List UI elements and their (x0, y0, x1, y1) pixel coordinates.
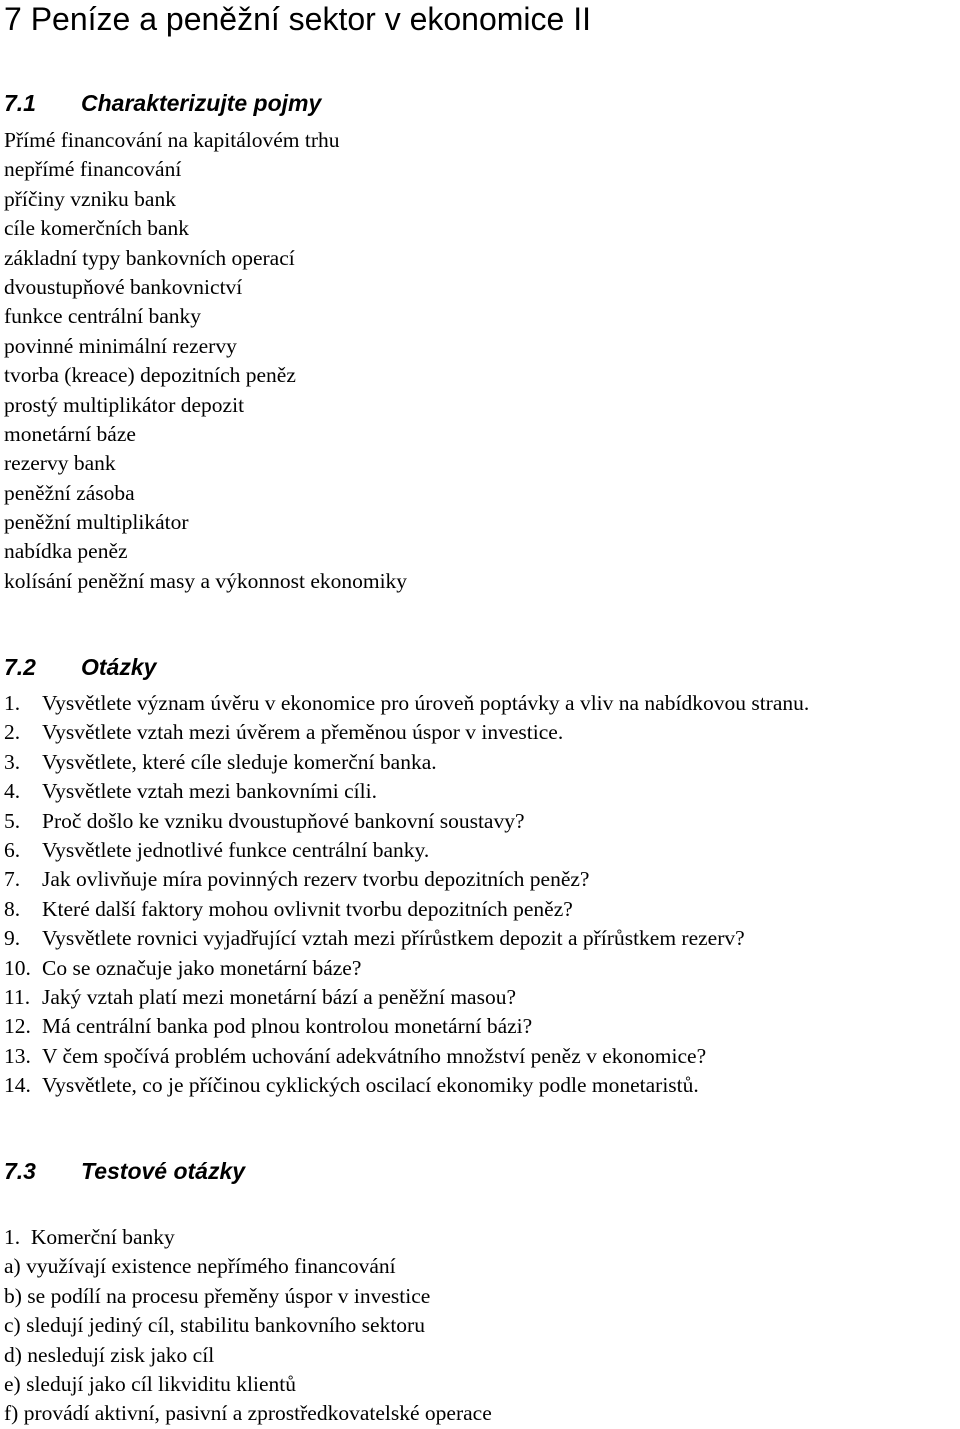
term-item: rezervy bank (4, 451, 116, 476)
question-text: Co se označuje jako monetární báze? (42, 955, 362, 980)
question-item (4, 718, 809, 747)
question-number: 13. (4, 1043, 31, 1068)
term-item: kolísání peněžní masy a výkonnost ekonomiky (4, 568, 408, 593)
question-item (4, 748, 809, 777)
term-item: dvoustupňové bankovnictví (4, 274, 243, 299)
section-number: 7.3 (4, 1158, 36, 1184)
term-item: příčiny vzniku bank (4, 186, 176, 211)
question-item (4, 777, 809, 806)
question-text: Má centrální banka pod plnou kontrolou monetární bázi? (42, 1014, 533, 1039)
question-item (4, 836, 809, 865)
answer-option: f) provádí aktivní, pasivní a zprostředkovatelské operace (4, 1401, 492, 1426)
term-item: peněžní zásoba (4, 480, 135, 505)
question-item (4, 865, 809, 894)
question-item (4, 895, 809, 924)
question-text: Vysvětlete vztah mezi bankovními cíli. (42, 779, 377, 804)
section-number: 7.1 (4, 90, 36, 116)
term-item: základní typy bankovních operací (4, 245, 295, 270)
question-number: 8. (4, 896, 21, 921)
section-heading-7-3 (4, 1156, 245, 1186)
question-text: V čem spočívá problém uchování adekvátního množství peněz v ekonomice? (42, 1043, 707, 1068)
term-item: nabídka peněz (4, 539, 128, 564)
section-title: Testové otázky (81, 1158, 246, 1184)
question-number: 11. (4, 984, 31, 1009)
question-number: 4. (4, 779, 21, 804)
term-item: monetární báze (4, 421, 136, 446)
question-text: Jak ovlivňuje míra povinných rezerv tvorbu depozitních peněz? (42, 867, 590, 892)
question-text: Jaký vztah platí mezi monetární bází a peněžní masou? (42, 984, 517, 1009)
term-item: peněžní multiplikátor (4, 510, 189, 535)
question-item (4, 924, 809, 953)
term-item: Přímé financování na kapitálovém trhu (4, 128, 340, 152)
term-item: tvorba (kreace) depozitních peněz (4, 363, 296, 388)
question-item (4, 689, 809, 718)
term-item: cíle komerčních bank (4, 216, 190, 241)
question-item (4, 1012, 809, 1041)
question-text: Které další faktory mohou ovlivnit tvorbu depozitních peněz? (42, 896, 573, 921)
test-question-list (4, 1223, 492, 1429)
question-text: Vysvětlete rovnici vyjadřující vztah mezi přírůstkem depozit a přírůstkem rezerv? (42, 926, 745, 951)
section-title: Charakterizujte pojmy (81, 90, 322, 116)
answer-option: c) sledují jediný cíl, stabilitu bankovního sektoru (4, 1313, 425, 1338)
question-text: Vysvětlete vztah mezi úvěrem a přeměnou úspor v investice. (42, 720, 564, 745)
question-number: 1. (4, 691, 21, 715)
question-number: 14. (4, 1073, 31, 1098)
term-item: nepřímé financování (4, 157, 182, 182)
question-number: 12. (4, 1014, 31, 1039)
page-title: 7 Peníze a peněžní sektor v ekonomice II (4, 1, 591, 37)
question-number: 3. (4, 749, 21, 774)
question-text: Proč došlo ke vzniku dvoustupňové bankovní soustavy? (42, 808, 525, 833)
question-number: 6. (4, 837, 21, 862)
question-item (4, 807, 809, 836)
term-item: povinné minimální rezervy (4, 333, 237, 358)
section-title: Otázky (81, 654, 157, 680)
section-heading-7-1 (4, 88, 321, 118)
question-number: 5. (4, 808, 21, 833)
section-number: 7.2 (4, 654, 36, 680)
question-text: Vysvětlete jednotlivé funkce centrální banky. (42, 837, 430, 862)
terms-list (4, 126, 407, 596)
term-item: funkce centrální banky (4, 304, 201, 329)
answer-option: a) využívají existence nepřímého financování (4, 1254, 396, 1279)
term-item: prostý multiplikátor depozit (4, 392, 245, 417)
question-item (4, 1042, 809, 1071)
question-text: Vysvětlete, co je příčinou cyklických oscilací ekonomiky podle monetaristů. (42, 1073, 699, 1098)
question-number: 7. (4, 867, 21, 892)
question-number: 10. (4, 955, 31, 980)
question-number: 2. (4, 720, 21, 745)
question-number: 9. (4, 926, 21, 951)
question-text: Vysvětlete, které cíle sleduje komerční banka. (42, 749, 437, 774)
answer-option: d) nesledují zisk jako cíl (4, 1342, 215, 1367)
question-item (4, 954, 809, 983)
question-text: Vysvětlete význam úvěru v ekonomice pro úroveň poptávky a vliv na nabídkovou stranu. (42, 691, 810, 715)
answer-option: b) se podílí na procesu přeměny úspor v investice (4, 1283, 431, 1308)
test-question-item: 1. Komerční banky (4, 1225, 175, 1249)
section-heading-7-2 (4, 652, 156, 682)
answer-option: e) sledují jako cíl likviditu klientů (4, 1371, 296, 1396)
questions-list (4, 689, 809, 1100)
question-item (4, 983, 809, 1012)
question-item (4, 1071, 809, 1100)
